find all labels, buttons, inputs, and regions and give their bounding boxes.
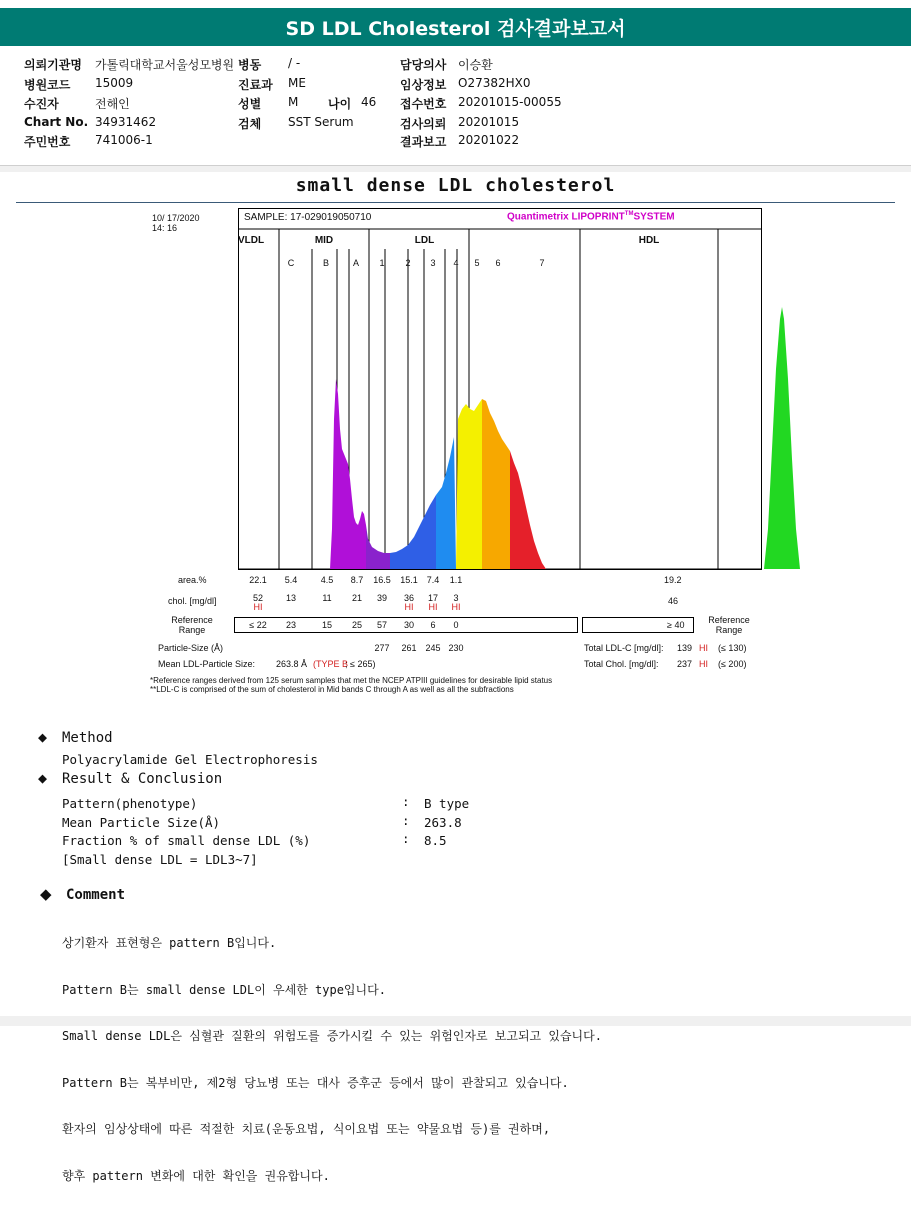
peaks-layer xyxy=(330,307,800,569)
area-cell: 5.4 xyxy=(284,575,298,585)
peak-mid-a xyxy=(436,437,456,569)
comment-section xyxy=(0,885,911,1183)
chol-cell: 17 xyxy=(427,593,438,603)
result-heading: Result & Conclusion xyxy=(62,771,223,787)
doctor-label: 담당의사 xyxy=(400,58,447,72)
result-row-value: 263.8 xyxy=(424,815,462,830)
chol-label: chol. [mg/dl] xyxy=(168,596,217,606)
particle-size-cell: 245 xyxy=(425,643,441,653)
ref-cell: 25 xyxy=(351,620,362,630)
peak-mid-c xyxy=(366,525,390,569)
report-date-label: 결과보고 xyxy=(400,135,447,149)
subband-a: A xyxy=(352,258,359,268)
age-value: 46 xyxy=(361,95,377,109)
report-time: 14: 16 xyxy=(152,223,178,233)
area-cell: 16.5 xyxy=(373,575,391,585)
chol-cell: 52 xyxy=(252,593,263,603)
doctor-value: 이승환 xyxy=(458,58,493,72)
peak-ldl-1 xyxy=(456,399,482,569)
particle-size-cell: 230 xyxy=(448,643,464,653)
method-text: Polyacrylamide Gel Electrophoresis xyxy=(62,752,318,767)
peak-ldl-4 xyxy=(538,553,546,569)
chol-cell: 39 xyxy=(376,593,387,603)
comment-line: Small dense LDL은 심혈관 질환의 위험도를 증가시킬 수 있는 위험인자로 보고되고 있습니다. xyxy=(62,1029,602,1043)
band-label-vldl: VLDL xyxy=(238,235,265,246)
ref-cell: ≤ 22 xyxy=(249,620,267,630)
area-cell: 1.1 xyxy=(449,575,463,585)
band-label-hdl: HDL xyxy=(638,235,660,246)
specimen-value: SST Serum xyxy=(288,115,354,129)
report-title: small dense LDL cholesterol xyxy=(295,175,616,196)
result-note: [Small dense LDL = LDL3~7] xyxy=(62,852,258,867)
chol-hi-flag: HI xyxy=(253,602,263,612)
ref-label-2: Range xyxy=(178,625,206,635)
chol-hi-flag: HI xyxy=(451,602,461,612)
brand-label: Quantimetrix LIPOPRINT™SYSTEM xyxy=(507,211,675,223)
diamond-icon: ◆ xyxy=(40,885,52,903)
department-value: ME xyxy=(288,76,306,90)
diamond-icon: ◆ xyxy=(38,728,48,746)
age-label: 나이 xyxy=(328,97,352,111)
subband-2: 2 xyxy=(405,258,411,268)
comment-line: Pattern B는 복부비만, 제2형 당뇨병 또는 대사 증후군 등에서 많이 관찰되고 있습니다. xyxy=(62,1075,569,1090)
total-chol-value: 237 xyxy=(677,659,693,669)
mean-size-type: (TYPE B xyxy=(313,659,349,669)
comment-text xyxy=(62,905,602,1215)
footnote-2: **LDL-C is comprised of the sum of cholesterol in Mid bands C through A as well as all the subfractions xyxy=(150,685,514,694)
lipoprint-report xyxy=(150,207,762,694)
hospital-code-label: 병원코드 xyxy=(24,78,71,92)
ref-hdl: ≥ 40 xyxy=(667,620,685,630)
comment-line: 상기환자 표현형은 pattern B입니다. xyxy=(62,936,277,950)
footer-bar xyxy=(0,1016,911,1026)
subband-6: 6 xyxy=(495,258,501,268)
area-cell: 7.4 xyxy=(426,575,440,585)
total-ldl-value: 139 xyxy=(677,643,693,653)
resident-no-value: 741006-1 xyxy=(95,133,153,147)
subband-4: 4 xyxy=(453,258,459,268)
total-chol-hi: HI xyxy=(699,659,708,669)
chol-cell: 3 xyxy=(453,593,459,603)
result-row-label: Mean Particle Size(Å) xyxy=(62,815,221,830)
ward-value: / - xyxy=(288,56,301,70)
chol-cell: 13 xyxy=(285,593,296,603)
resident-no-label: 주민번호 xyxy=(24,135,71,149)
method-heading: Method xyxy=(62,730,113,746)
clinical-info-value: O27382HX0 xyxy=(458,76,531,90)
patient-name-label: 수진자 xyxy=(24,97,59,111)
subband-7: 7 xyxy=(539,258,545,268)
method-section xyxy=(0,728,911,888)
ref-cell: 15 xyxy=(321,620,332,630)
report-header xyxy=(0,8,911,46)
ref-label-right-2: Range xyxy=(715,625,743,635)
ward-label: 병동 xyxy=(238,58,262,72)
ref-cell: 0 xyxy=(453,620,459,630)
requester-label: 의뢰기관명 xyxy=(24,58,82,72)
sex-value: M xyxy=(288,95,299,109)
ref-label-1: Reference xyxy=(171,615,213,625)
subband-3: 3 xyxy=(430,258,436,268)
chol-hi-flag: HI xyxy=(404,602,414,612)
specimen-label: 검체 xyxy=(238,117,262,131)
chol-hi-flag: HI xyxy=(428,602,438,612)
ref-cell: 23 xyxy=(285,620,296,630)
diamond-icon: ◆ xyxy=(38,769,48,787)
peak-ldl-3 xyxy=(510,451,538,569)
result-row-colon: : xyxy=(402,794,410,809)
subband-1: 1 xyxy=(379,258,385,268)
area-cell: 15.1 xyxy=(400,575,418,585)
subband-5: 5 xyxy=(474,258,480,268)
result-row-value: B type xyxy=(424,796,470,811)
area-cell: 4.5 xyxy=(320,575,334,585)
total-chol-ref: (≤ 200) xyxy=(718,659,747,669)
particle-size-label: Particle-Size (Å) xyxy=(158,643,224,653)
chol-cell: 21 xyxy=(351,593,362,603)
peak-mid-b xyxy=(390,495,436,569)
receipt-no-value: 20201015-00055 xyxy=(458,95,562,109)
total-ldl-label: Total LDL-C [mg/dl]: xyxy=(584,643,664,653)
mean-size-ref: ; ≤ 265) xyxy=(345,659,376,669)
particle-size-cell: 261 xyxy=(401,643,417,653)
result-row-colon: : xyxy=(402,813,410,828)
total-ldl-hi: HI xyxy=(699,643,708,653)
hospital-code-value: 15009 xyxy=(95,76,134,90)
area-hdl: 19.2 xyxy=(664,575,682,585)
area-label: area.% xyxy=(178,575,207,585)
receipt-no-label: 접수번호 xyxy=(400,97,447,111)
chol-cell: 36 xyxy=(403,593,414,603)
band-label-mid: MID xyxy=(314,235,334,246)
mean-size-label: Mean LDL-Particle Size: xyxy=(158,659,256,669)
ref-label-right-1: Reference xyxy=(708,615,750,625)
area-cell: 8.7 xyxy=(350,575,364,585)
chart-no-value: 34931462 xyxy=(95,115,157,129)
requester-value: 가톨릭대학교서울성모병원 xyxy=(95,58,235,72)
patient-name-value: 전해인 xyxy=(95,97,130,111)
band-label-ldl: LDL xyxy=(414,235,435,246)
comment-line: Pattern B는 small dense LDL이 우세한 type입니다. xyxy=(62,982,386,997)
chol-cell: 11 xyxy=(322,593,332,603)
department-label: 진료과 xyxy=(238,78,273,92)
title-rule xyxy=(16,202,895,203)
chart-no-label: Chart No. xyxy=(24,115,89,129)
clinical-info-label: 임상정보 xyxy=(400,78,447,92)
test-request-value: 20201015 xyxy=(458,115,520,129)
report-date-value: 20201022 xyxy=(458,133,520,147)
ref-cell: 30 xyxy=(403,620,414,630)
comment-line: 환자의 임상상태에 따른 적절한 치료(운동요법, 식이요법 또는 약물요법 등)를 권하며, xyxy=(62,1122,551,1136)
peak-ldl-2 xyxy=(482,399,510,569)
chol-hdl: 46 xyxy=(668,596,679,606)
section-divider xyxy=(0,166,911,172)
result-row-colon: : xyxy=(402,831,410,846)
result-row-label: Fraction % of small dense LDL (%) xyxy=(62,833,311,848)
result-row-label: Pattern(phenotype) xyxy=(62,796,198,811)
peak-hdl xyxy=(764,307,800,569)
sex-label: 성별 xyxy=(238,97,262,111)
total-ldl-ref: (≤ 130) xyxy=(718,643,747,653)
peak-vldl xyxy=(330,379,366,569)
total-chol-label: Total Chol. [mg/dl]: xyxy=(584,659,659,669)
ref-cell: 57 xyxy=(376,620,387,630)
subband-b: B xyxy=(322,258,329,268)
comment-heading: Comment xyxy=(66,887,126,903)
result-row-value: 8.5 xyxy=(424,833,447,848)
patient-info xyxy=(0,50,911,166)
area-cell: 22.1 xyxy=(249,575,267,585)
particle-size-cell: 277 xyxy=(374,643,390,653)
sample-id: SAMPLE: 17-029019050710 xyxy=(244,212,372,223)
ref-cell: 6 xyxy=(430,620,436,630)
report-header-title: SD LDL Cholesterol 검사결과보고서 xyxy=(285,17,626,40)
mean-size-value: 263.8 Å xyxy=(276,659,308,669)
subband-c: C xyxy=(287,258,295,268)
comment-line: 향후 pattern 변화에 대한 확인을 권유합니다. xyxy=(62,1168,330,1183)
footnote-1: *Reference ranges derived from 125 serum samples that met the NCEP ATPIII guidelines for desirable lipid status xyxy=(150,676,553,685)
report-date: 10/ 17/2020 xyxy=(152,213,200,223)
test-request-label: 검사의뢰 xyxy=(400,117,447,131)
